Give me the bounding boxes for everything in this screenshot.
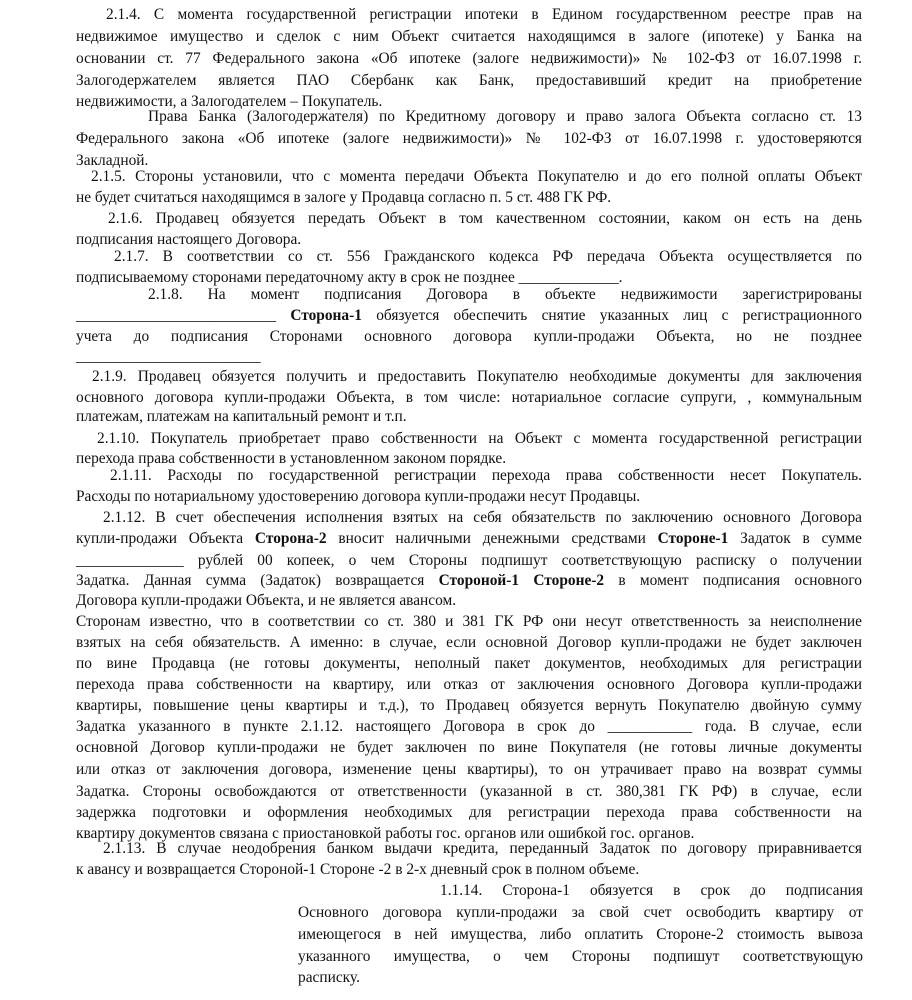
paragraph-1-1-14-line-3: имеющегося в ней имущества, либо оплатить Стороне-2 стоимость вывоза [298,926,863,943]
paragraph-bank-rights-line-2: Федерального закона «Об ипотеке (залоге недвижимости)» № 102-ФЗ от 16.07.1998 г. удостоверяются [76,130,862,147]
paragraph-bank-rights-line-1: Права Банка (Залогодержателя) по Кредитному договору и право залога Объекта согласно ст. 13 [148,108,862,125]
paragraph-2-1-7-line-1: 2.1.7. В соответствии со ст. 556 Гражданского кодекса РФ передача Объекта осуществляется по [114,248,862,265]
paragraph-liability-line-6: Задатка указанного в пункте 2.1.12. настоящего Договора в срок до ___________ года. В случае, если [76,718,862,735]
party-1-bold: Стороне-1 [657,530,729,547]
paragraph-1-1-14-line-4: указанного имущества, о чем Стороны подпишут соответствующую [298,948,863,965]
paragraph-2-1-13-line-2: к авансу и возвращается Стороной-1 Стороне -2 в 2-х дневный срок в полном объеме. [76,861,640,878]
paragraph-liability-line-1: Сторонам известно, что в соответствии со ст. 380 и 381 ГК РФ они несут ответственность за неисполнение [76,613,862,630]
paragraph-2-1-11-line-2: Расходы по нотариальному удостоверению договора купли-продажи несут Продавцы. [76,488,641,505]
paragraph-liability-line-8: или отказ от заключения договора, изменение цены квартиры), то он утрачивает право на возврат суммы [76,761,862,778]
paragraph-2-1-12-line-5: Договора купли-продажи Объекта, и не является авансом. [76,592,457,609]
paragraph-2-1-12-line-2 [76,528,862,549]
paragraph-2-1-7-line-2: подписываемому сторонами передаточному акту в срок не позднее _____________. [76,269,623,286]
paragraph-2-1-8-line-2-rest: обязуется обеспечить снятие указанных лиц с регистрационного [376,307,862,324]
paragraph-liability-line-9: Задатка. Стороны освобождаются от ответственности (указанной в ст. 380,381 ГК РФ) в случае, если [76,783,862,800]
party-2-bold: Сторона-2 [254,530,327,547]
paragraph-2-1-8-line-3: учета до подписания Сторонами основного договора купли-продажи Объекта, но не позднее [76,328,862,345]
paragraph-1-1-14-line-2: Основного договора купли-продажи за свой счет освободить квартиру от [298,904,863,921]
paragraph-liability-line-2: взятых на себя обязательств. А именно: в случае, если основной Договор купли-продажи не будет заключен [76,634,862,651]
paragraph-2-1-10-line-1: 2.1.10. Покупатель приобретает право собственности на Объект с момента государственной регистрации [97,430,862,447]
paragraph-2-1-8-line-1: 2.1.8. На момент подписания Договора в объекте недвижимости зарегистрированы [148,286,862,303]
paragraph-2-1-4-line-2: недвижимое имущество и сделок с ним Объект считается находящимся в залоге (ипотеке) у Банка на [76,28,862,45]
paragraph-2-1-12-line-4 [76,570,862,591]
text-segment: Задатка. Данная сумма (Задаток) возвращается [76,572,425,589]
paragraph-liability-line-11: квартиру документов связана с приостановкой работы гос. органов или ошибкой гос. органов. [76,825,695,842]
party-1-bold: Сторона-1 [290,307,362,324]
blank-field: __________________________ [76,307,277,324]
paragraph-2-1-4-line-5: недвижимости, а Залогодателем – Покупатель. [76,93,383,110]
text-segment: в момент подписания основного [618,572,862,589]
paragraph-2-1-5-line-2: не будет считаться находящимся в залоге у Продавца согласно п. 5 ст. 488 ГК РФ. [76,189,612,206]
paragraph-2-1-6-line-2: подписания настоящего Договора. [76,231,302,248]
paragraph-2-1-11-line-1: 2.1.11. Расходы по государственной регистрации перехода права собственности несет Покупатель. [110,467,862,484]
paragraph-liability-line-10: задержка подготовки и оформления необходимых для регистрации перехода права собственности на [76,804,862,821]
paragraph-2-1-12-line-3: ______________ рублей 00 копеек, о чем Стороны подпишут соответствующую расписку о получении [76,552,862,569]
paragraph-2-1-8-line-2 [76,305,862,326]
paragraph-2-1-5-line-1: 2.1.5. Стороны установили, что с момента передачи Объекта Покупателю и до его полной оплаты Объект [91,168,862,185]
paragraph-1-1-14-line-5: расписку. [298,969,360,986]
parties-bold: Стороной-1 Стороне-2 [438,572,605,589]
paragraph-bank-rights-line-3: Закладной. [76,152,149,169]
paragraph-liability-line-7: основной Договор купли-продажи не будет заключен по вине Покупателя (не готовы личные документы [76,739,862,756]
paragraph-2-1-8-line-4: ________________________ [76,348,261,365]
paragraph-2-1-9-line-3: платежам, платежам на капитальный ремонт и т.п. [76,408,407,425]
paragraph-liability-line-5: квартиры, повышение цены квартиры и т.д.), то Продавец обязуется вернуть Покупателю двойную сумму [76,697,862,714]
paragraph-2-1-12-line-1: 2.1.12. В счет обеспечения исполнения взятых на себя обязательств по заключению основного Договора [103,509,862,526]
paragraph-2-1-4-line-3: основании ст. 77 Федерального закона «Об ипотеке (залоге недвижимости)» № 102-ФЗ от 16.07.1998 г. [76,50,862,67]
paragraph-2-1-6-line-1: 2.1.6. Продавец обязуется передать Объект в том качественном состоянии, каком он есть на день [108,210,862,227]
text-segment: вносит наличными денежными средствами [338,530,646,547]
paragraph-2-1-4-line-1: 2.1.4. С момента государственной регистрации ипотеки в Едином государственном реестре прав на [106,6,862,23]
paragraph-liability-line-3: по вине Продавца (не готовы документы, неполный пакет документов, необходимых для регистрации [76,655,862,672]
paragraph-2-1-9-line-2: основного договора купли-продажи Объекта, в том числе: нотариальное согласие супруги, , коммунальным [76,389,862,406]
paragraph-2-1-4-line-4: Залогодержателем является ПАО Сбербанк как Банк, предоставивший кредит на приобретение [76,72,862,89]
paragraph-2-1-10-line-2: перехода права собственности в установленном законом порядке. [76,450,507,467]
paragraph-2-1-13-line-1: 2.1.13. В случае неодобрения банком выдачи кредита, переданный Задаток по договору приравнивается [103,840,862,857]
paragraph-2-1-9-line-1: 2.1.9. Продавец обязуется получить и предоставить Покупателю необходимые документы для заключения [92,368,862,385]
paragraph-1-1-14-line-1: 1.1.14. Сторона-1 обязуется в срок до подписания [440,882,863,899]
paragraph-liability-line-4: перехода права собственности на квартиру, или отказ от заключения основного Договора купли-продажи [76,676,862,693]
text-segment: Задаток в сумме [740,530,862,547]
text-segment: купли-продажи Объекта [76,530,244,547]
